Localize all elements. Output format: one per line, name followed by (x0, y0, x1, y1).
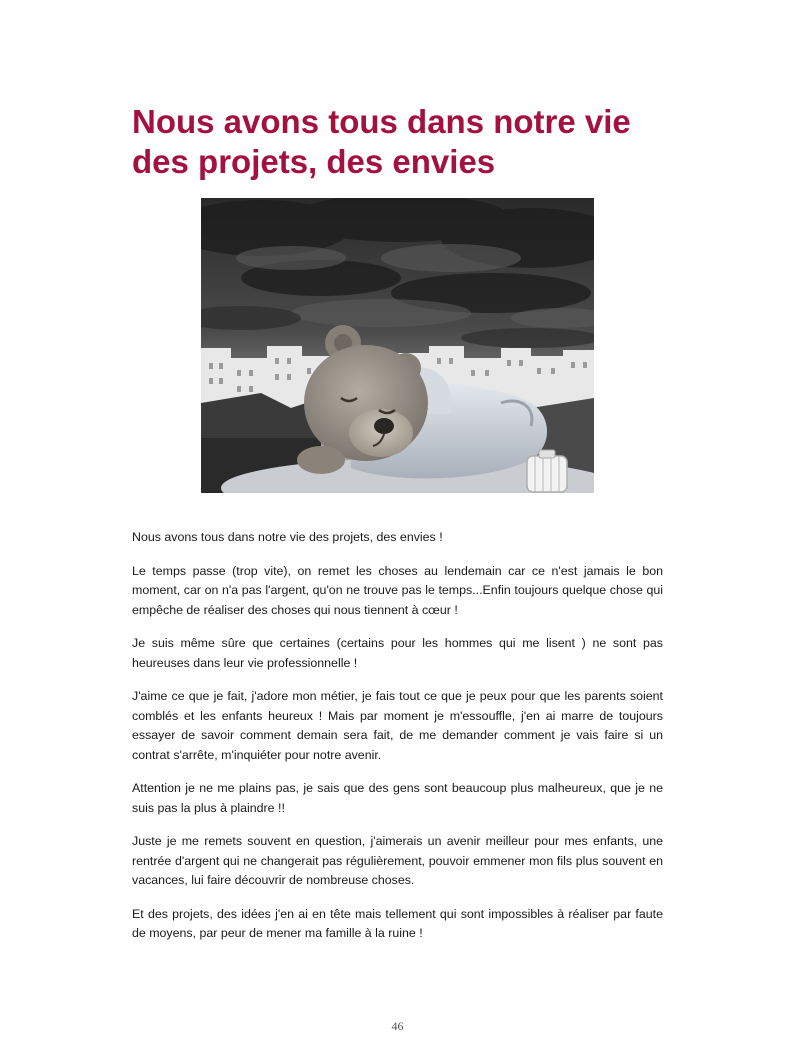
page-title: Nous avons tous dans notre vie des projets, des envies (132, 103, 631, 180)
paragraph: Je suis même sûre que certaines (certains pour les hommes qui me lisent ) ne sont pas heureuses dans leur vie professionnelle ! (132, 636, 663, 670)
page-number: 46 (391, 1019, 404, 1033)
paragraph: Le temps passe (trop vite), on remet les choses au lendemain car ce n'est jamais le bon moment, car on n'a pas l'argent, qu'on ne trouve pas le temps...Enfin toujours quelque chose qui empêche de réaliser des choses qui nous tiennent à cœur ! (132, 563, 663, 617)
body-text (132, 528, 663, 958)
paragraph: Nous avons tous dans notre vie des projets, des envies ! (132, 530, 443, 544)
paragraph: Et des projets, des idées j'en ai en tête mais tellement qui sont impossibles à réaliser par faute de moyens, par peur de mener ma famille à la ruine ! (132, 906, 663, 940)
paragraph: J'aime ce que je fait, j'adore mon métier, je fais tout ce que je peux pour que les parents soient comblés et les enfants heureux ! Mais par moment je m'essouffle, j'en ai marre de toujours essayer de savoir comment demain sera fait, de me demander comment je vais faire si un contrat s'arrête, m'inquiéter pour notre avenir. (132, 689, 663, 762)
sleeping-teddy-bear-photo (201, 198, 594, 493)
paragraph: Attention je ne me plains pas, je sais que des gens sont beaucoup plus malheureux, que je ne suis pas la plus à plaindre !! (132, 781, 663, 815)
paragraph: Juste je me remets souvent en question, j'aimerais un avenir meilleur pour mes enfants, une rentrée d'argent qui ne changerait pas régulièrement, pouvoir emmener mon fils plus souvent en vacances, lui faire découvrir de nombreuse choses. (132, 834, 663, 887)
